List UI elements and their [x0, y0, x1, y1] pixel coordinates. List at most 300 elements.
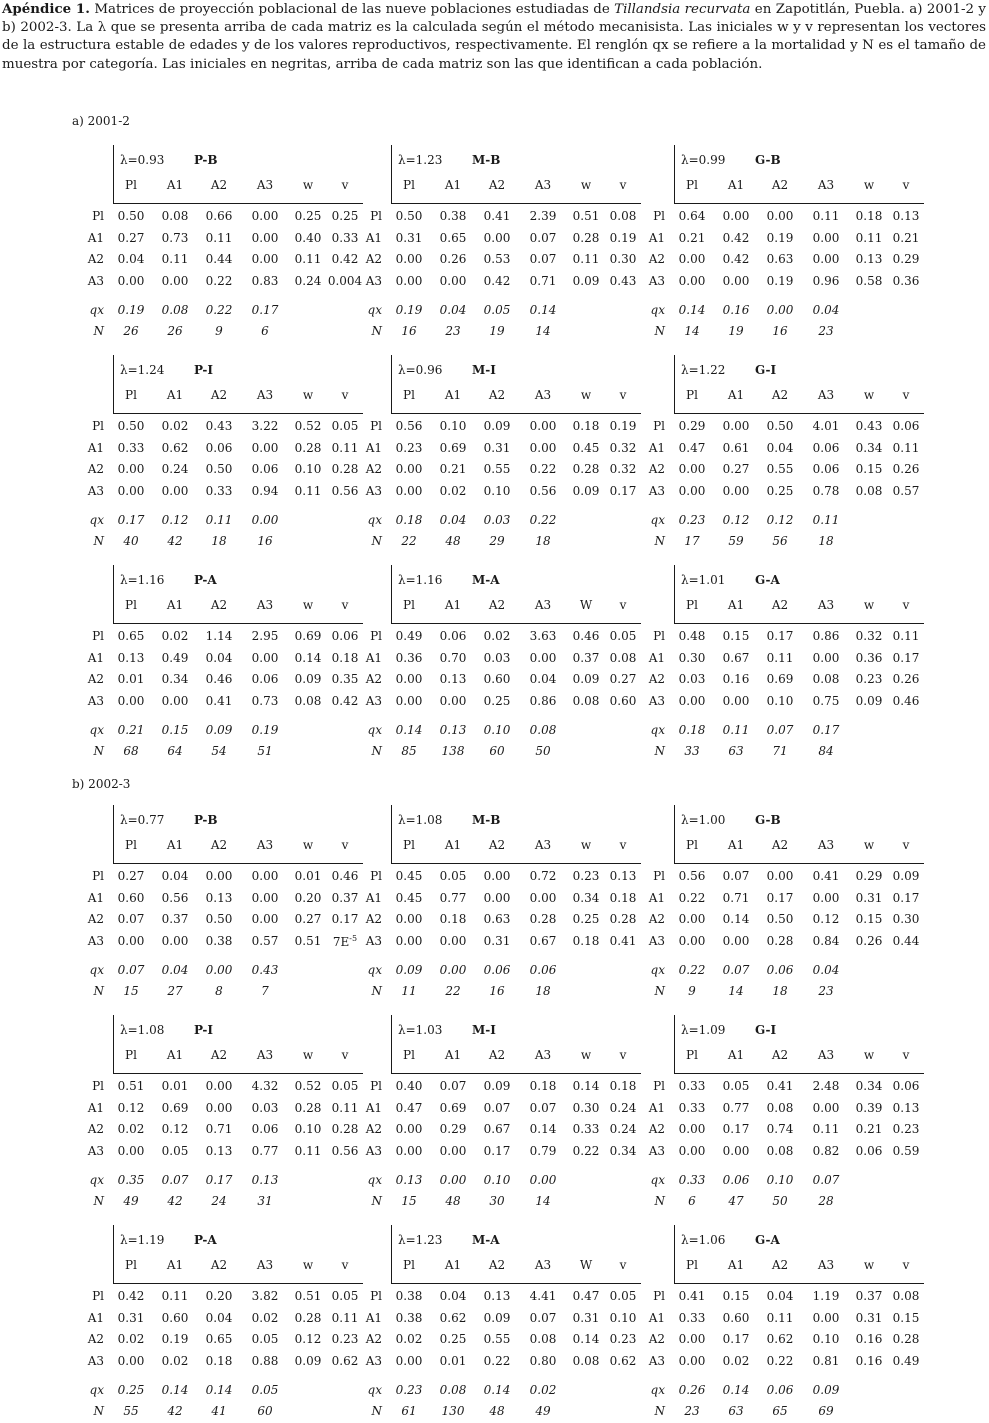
column-header: W [579, 598, 593, 612]
n-value: 42 [167, 534, 183, 548]
column-header: w [863, 1258, 875, 1272]
projection-matrix [358, 1023, 637, 1213]
matrix-cell: 0.20 [205, 1289, 233, 1303]
matrix-cell: 0.17 [892, 650, 920, 665]
matrix-cell: 0.44 [892, 933, 920, 948]
matrix-cell: 0.00 [722, 419, 750, 433]
n-value: 23 [818, 324, 834, 338]
matrix-cell: 0.55 [766, 462, 794, 476]
matrix-cell: 0.44 [205, 252, 233, 266]
column-header: v [902, 838, 910, 852]
matrix-cell: 0.12 [161, 1122, 189, 1136]
matrix-cell: 0.00 [439, 1143, 467, 1158]
matrix-cell: 0.69 [766, 672, 794, 686]
matrix-cell: 0.11 [812, 209, 840, 223]
lambda-value: λ=1.08 [398, 813, 443, 827]
matrix-cell: 0.00 [766, 209, 794, 223]
row-label: A3 [87, 693, 104, 708]
matrix-cell: 0.00 [251, 440, 279, 455]
n-value: 23 [445, 324, 461, 338]
matrix-cell: 0.71 [722, 890, 750, 905]
row-label: A1 [87, 1100, 104, 1115]
matrix-cell: 0.36 [395, 650, 423, 665]
matrix-cell: 0.01 [294, 869, 322, 883]
matrix-cell: 0.18 [609, 1079, 637, 1093]
matrix-cell: 0.19 [609, 230, 637, 245]
matrix-cell: 0.11 [812, 1122, 840, 1136]
qx-value: 0.23 [395, 1383, 423, 1397]
matrix-cell: 0.32 [609, 440, 637, 455]
matrix-cell: 0.00 [439, 693, 467, 708]
matrix-cell: 0.67 [722, 650, 750, 665]
matrix-cell: 0.07 [722, 869, 750, 883]
matrix-header-rule [674, 863, 924, 864]
lambda-value: λ=1.23 [398, 1233, 443, 1247]
matrix-header-rule [113, 1283, 363, 1284]
matrix-cell: 0.00 [722, 209, 750, 223]
projection-matrix [80, 813, 359, 1003]
matrix-cell: 0.00 [812, 252, 840, 266]
matrix-cell: 0.42 [331, 693, 359, 708]
n-value: 22 [445, 984, 461, 998]
column-header: A3 [817, 598, 835, 612]
qx-label: qx [367, 963, 382, 977]
matrix-cell: 0.18 [855, 209, 883, 223]
matrix-cell: 0.00 [251, 209, 279, 223]
matrix-cell: 0.41 [483, 209, 511, 223]
column-header: A3 [256, 1258, 274, 1272]
matrix-cell: 0.04 [161, 869, 189, 883]
matrix-cell: 0.28 [294, 1310, 322, 1325]
column-header: A2 [210, 838, 228, 852]
n-value: 16 [772, 324, 788, 338]
column-header: A1 [727, 598, 745, 612]
column-header: v [341, 178, 349, 192]
qx-value: 0.11 [722, 723, 750, 737]
matrix-cell: 0.08 [892, 1289, 920, 1303]
matrix-cell: 0.24 [161, 462, 189, 476]
n-value: 48 [489, 1404, 505, 1418]
column-header: A2 [488, 1048, 506, 1062]
projection-matrix [80, 573, 359, 763]
matrix-cell: 0.00 [439, 933, 467, 948]
n-value: 15 [401, 1194, 417, 1208]
n-value: 138 [441, 744, 465, 758]
matrix-cell: 0.13 [892, 1100, 920, 1115]
matrix-cell: 0.00 [678, 252, 706, 266]
matrix-cell: 0.12 [117, 1100, 145, 1115]
matrix-cell: 0.45 [395, 890, 423, 905]
column-header: w [580, 388, 592, 402]
matrix-cell: 0.50 [117, 209, 145, 223]
matrix-cell: 0.56 [331, 483, 359, 498]
matrix-cell: 0.71 [205, 1122, 233, 1136]
row-label: A3 [648, 483, 665, 498]
matrix-cell: 0.33 [678, 1100, 706, 1115]
matrix-cell: 0.56 [529, 483, 557, 498]
n-value: 14 [728, 984, 744, 998]
column-header: A2 [488, 1258, 506, 1272]
column-header: W [579, 1258, 593, 1272]
row-label: A1 [365, 890, 382, 905]
row-label: Pl [92, 869, 104, 883]
matrix-cell: 0.11 [766, 650, 794, 665]
column-header: v [619, 1258, 627, 1272]
n-value: 71 [772, 744, 788, 758]
qx-value: 0.14 [483, 1383, 511, 1397]
n-label: N [654, 1194, 665, 1208]
qx-value: 0.10 [483, 723, 511, 737]
row-label: A2 [648, 672, 665, 686]
matrix-cell: 0.38 [395, 1310, 423, 1325]
projection-matrix [641, 1023, 920, 1213]
matrix-cell: 0.30 [572, 1100, 600, 1115]
n-value: 48 [445, 534, 461, 548]
matrix-cell: 0.96 [812, 273, 840, 288]
column-header: v [619, 598, 627, 612]
matrix-header-rule [674, 413, 924, 414]
matrix-cell: 0.84 [812, 933, 840, 948]
matrix-cell: 0.00 [678, 1353, 706, 1368]
column-header: A3 [534, 388, 552, 402]
column-header: A2 [210, 178, 228, 192]
matrix-cell: 0.42 [117, 1289, 145, 1303]
matrix-cell: 0.23 [331, 1332, 359, 1346]
qx-label: qx [650, 723, 665, 737]
n-label: N [93, 324, 104, 338]
matrix-cell: 0.11 [294, 252, 322, 266]
qx-value: 0.14 [678, 303, 706, 317]
matrix-cell: 0.40 [294, 230, 322, 245]
qx-label: qx [89, 1383, 104, 1397]
qx-label: qx [650, 513, 665, 527]
matrix-header-rule [674, 623, 924, 624]
column-header: v [902, 1258, 910, 1272]
matrix-cell: 0.73 [161, 230, 189, 245]
matrix-cell: 0.06 [251, 672, 279, 686]
matrix-cell: 0.05 [331, 419, 359, 433]
row-label: A2 [648, 1122, 665, 1136]
lambda-value: λ=1.00 [681, 813, 726, 827]
population-code: P-B [194, 153, 218, 167]
qx-value: 0.17 [205, 1173, 233, 1187]
matrix-cell: 0.49 [892, 1353, 920, 1368]
column-header: A3 [817, 388, 835, 402]
lambda-value: λ=1.22 [681, 363, 726, 377]
matrix-cell: 0.22 [572, 1143, 600, 1158]
n-label: N [654, 324, 665, 338]
matrix-cell: 0.09 [483, 419, 511, 433]
column-header: A2 [488, 178, 506, 192]
matrix-cell: 0.13 [892, 209, 920, 223]
matrix-cell: 0.13 [483, 1289, 511, 1303]
population-code: G-A [755, 573, 780, 587]
matrix-cell: 0.34 [855, 440, 883, 455]
matrix-cell: 0.02 [117, 1122, 145, 1136]
matrix-cell: 0.94 [251, 483, 279, 498]
n-value: 50 [535, 744, 551, 758]
qx-label: qx [650, 303, 665, 317]
column-header: A1 [727, 178, 745, 192]
column-header: v [619, 838, 627, 852]
matrix-header-rule [113, 203, 363, 204]
matrix-cell: 0.26 [439, 252, 467, 266]
n-value: 6 [261, 324, 269, 338]
qx-value: 0.06 [722, 1173, 750, 1187]
row-label: Pl [653, 1079, 665, 1093]
column-header: v [341, 1258, 349, 1272]
matrix-cell: 0.80 [529, 1353, 557, 1368]
matrix-cell: 0.62 [766, 1332, 794, 1346]
matrix-cell: 0.06 [205, 440, 233, 455]
matrix-cell: 0.00 [395, 252, 423, 266]
matrix-cell: 0.00 [117, 273, 145, 288]
matrix-vertical-rule [674, 1225, 675, 1283]
row-label: A2 [365, 252, 382, 266]
column-header: v [341, 598, 349, 612]
matrix-cell: 0.13 [609, 869, 637, 883]
matrix-cell: 0.28 [294, 440, 322, 455]
matrix-cell: 0.18 [439, 912, 467, 926]
matrix-vertical-rule [391, 565, 392, 623]
matrix-header-rule [113, 413, 363, 414]
matrix-cell: 0.09 [483, 1310, 511, 1325]
figure-caption [2, 0, 986, 74]
column-header: A3 [256, 1048, 274, 1062]
matrix-vertical-rule [113, 355, 114, 413]
n-value: 9 [215, 324, 223, 338]
row-label: A2 [648, 912, 665, 926]
column-header: Pl [403, 1258, 415, 1272]
matrix-cell: 0.60 [117, 890, 145, 905]
matrix-cell: 0.41 [812, 869, 840, 883]
matrix-cell: 0.33 [572, 1122, 600, 1136]
row-label: A1 [87, 890, 104, 905]
matrix-vertical-rule [674, 145, 675, 203]
qx-label: qx [367, 513, 382, 527]
n-value: 19 [489, 324, 505, 338]
lambda-value: λ=0.96 [398, 363, 443, 377]
matrix-cell: 0.40 [395, 1079, 423, 1093]
n-value: 40 [123, 534, 139, 548]
matrix-cell: 0.06 [812, 462, 840, 476]
population-code: P-A [194, 573, 217, 587]
matrix-cell: 0.18 [529, 1079, 557, 1093]
matrix-cell: 0.50 [205, 912, 233, 926]
matrix-cell: 0.00 [395, 693, 423, 708]
matrix-vertical-rule [113, 145, 114, 203]
column-header: w [863, 1048, 875, 1062]
matrix-cell: 0.02 [161, 1353, 189, 1368]
matrix-cell: 0.18 [205, 1353, 233, 1368]
matrix-cell: 0.62 [609, 1353, 637, 1368]
matrix-vertical-rule [391, 145, 392, 203]
qx-value: 0.00 [439, 1173, 467, 1187]
matrix-cell: 0.00 [395, 1122, 423, 1136]
matrix-cell: 0.25 [294, 209, 322, 223]
qx-value: 0.06 [766, 1383, 794, 1397]
matrix-cell: 0.77 [251, 1143, 279, 1158]
n-value: 27 [167, 984, 183, 998]
column-header: A3 [256, 838, 274, 852]
n-value: 11 [401, 984, 417, 998]
matrix-vertical-rule [113, 805, 114, 863]
lambda-value: λ=1.24 [120, 363, 165, 377]
matrix-cell: 0.00 [395, 273, 423, 288]
row-label: A2 [87, 912, 104, 926]
row-label: A2 [365, 912, 382, 926]
matrix-cell: 0.46 [892, 693, 920, 708]
column-header: A1 [166, 598, 184, 612]
qx-value: 0.16 [722, 303, 750, 317]
matrix-header-rule [391, 413, 641, 414]
matrix-cell: 0.06 [439, 629, 467, 643]
row-label: A2 [87, 462, 104, 476]
matrix-cell: 0.08 [529, 1332, 557, 1346]
qx-value: 0.00 [766, 303, 794, 317]
n-value: 68 [123, 744, 139, 758]
matrix-cell: 0.28 [529, 912, 557, 926]
matrix-cell: 4.41 [529, 1289, 557, 1303]
matrix-cell: 4.01 [812, 419, 840, 433]
n-value: 18 [535, 534, 551, 548]
column-header: Pl [403, 388, 415, 402]
matrix-cell: 0.00 [161, 693, 189, 708]
population-code: G-A [755, 1233, 780, 1247]
column-header: A1 [444, 838, 462, 852]
matrix-cell: 0.24 [609, 1100, 637, 1115]
population-code: P-I [194, 1023, 213, 1037]
matrix-cell: 0.50 [766, 912, 794, 926]
column-header: A1 [166, 178, 184, 192]
column-header: A1 [166, 838, 184, 852]
n-value: 42 [167, 1194, 183, 1208]
qx-value: 0.15 [161, 723, 189, 737]
n-value: 42 [167, 1404, 183, 1418]
column-header: A2 [488, 388, 506, 402]
matrix-cell: 0.05 [609, 629, 637, 643]
row-label: Pl [653, 869, 665, 883]
matrix-cell: 0.00 [117, 1353, 145, 1368]
n-value: 31 [257, 1194, 273, 1208]
row-label: A3 [365, 273, 382, 288]
matrix-cell: 0.17 [892, 890, 920, 905]
column-header: A1 [444, 1048, 462, 1062]
matrix-cell: 0.07 [483, 1100, 511, 1115]
matrix-vertical-rule [391, 1015, 392, 1073]
matrix-cell: 0.00 [439, 273, 467, 288]
n-label: N [654, 534, 665, 548]
caption-text-1: Matrices de proyección poblacional de las nueve poblaciones estudiadas de [89, 2, 615, 17]
matrix-cell: 0.58 [855, 273, 883, 288]
matrix-cell: 0.00 [251, 252, 279, 266]
matrix-cell: 0.18 [331, 650, 359, 665]
qx-value: 0.22 [205, 303, 233, 317]
n-value: 130 [441, 1404, 465, 1418]
qx-value: 0.12 [722, 513, 750, 527]
matrix-vertical-rule [113, 1225, 114, 1283]
matrix-cell: 0.63 [483, 912, 511, 926]
matrix-cell: 1.19 [812, 1289, 840, 1303]
matrix-cell: 0.56 [331, 1143, 359, 1158]
matrix-cell: 0.04 [766, 440, 794, 455]
matrix-cell: 0.00 [529, 650, 557, 665]
matrix-cell: 2.39 [529, 209, 557, 223]
projection-matrix [80, 153, 363, 343]
matrix-cell: 0.31 [572, 1310, 600, 1325]
matrix-cell: 0.28 [609, 912, 637, 926]
column-header: Pl [125, 1258, 137, 1272]
matrix-cell: 0.77 [722, 1100, 750, 1115]
projection-matrix [358, 363, 637, 553]
n-value: 18 [818, 534, 834, 548]
matrix-vertical-rule [674, 1015, 675, 1073]
n-value: 16 [257, 534, 273, 548]
row-label: A2 [87, 1332, 104, 1346]
matrix-cell: 0.71 [529, 273, 557, 288]
matrix-cell: 0.06 [855, 1143, 883, 1158]
projection-matrix [80, 1233, 359, 1423]
matrix-cell: 0.37 [572, 650, 600, 665]
n-value: 23 [684, 1404, 700, 1418]
matrix-cell: 0.17 [609, 483, 637, 498]
qx-value: 0.00 [529, 1173, 557, 1187]
matrix-cell: 0.00 [678, 933, 706, 948]
matrix-cell: 0.41 [609, 933, 637, 948]
matrix-cell: 0.00 [678, 273, 706, 288]
n-label: N [93, 1404, 104, 1418]
population-code: M-I [472, 1023, 496, 1037]
lambda-value: λ=0.77 [120, 813, 165, 827]
qx-value: 0.23 [678, 513, 706, 527]
matrix-cell: 0.11 [294, 1143, 322, 1158]
n-value: 9 [688, 984, 696, 998]
qx-value: 0.14 [395, 723, 423, 737]
matrix-cell: 0.21 [855, 1122, 883, 1136]
matrix-cell: 0.00 [161, 483, 189, 498]
matrix-cell: 0.00 [395, 933, 423, 948]
projection-matrix [641, 813, 920, 1003]
matrix-cell: 0.36 [892, 273, 920, 288]
row-label: A1 [365, 650, 382, 665]
matrix-cell: 0.67 [529, 933, 557, 948]
matrix-cell: 0.28 [572, 230, 600, 245]
matrix-cell: 0.00 [812, 650, 840, 665]
matrix-cell: 0.09 [294, 1353, 322, 1368]
matrix-cell: 0.08 [572, 693, 600, 708]
matrix-header-rule [391, 623, 641, 624]
projection-matrix [358, 153, 637, 343]
matrix-cell: 0.04 [117, 252, 145, 266]
matrix-cell: 0.11 [161, 1289, 189, 1303]
n-value: 84 [818, 744, 834, 758]
matrix-cell: 0.41 [766, 1079, 794, 1093]
matrix-cell: 0.14 [572, 1079, 600, 1093]
qx-value: 0.07 [161, 1173, 189, 1187]
matrix-cell: 0.43 [609, 273, 637, 288]
matrix-cell: 0.08 [766, 1100, 794, 1115]
matrix-cell: 0.02 [161, 419, 189, 433]
population-code: M-B [472, 153, 501, 167]
matrix-cell: 0.78 [812, 483, 840, 498]
matrix-cell: 0.32 [855, 629, 883, 643]
matrix-cell: 0.62 [439, 1310, 467, 1325]
row-label: A2 [87, 672, 104, 686]
column-header: v [902, 178, 910, 192]
matrix-cell: 0.06 [251, 1122, 279, 1136]
matrix-cell: 0.35 [331, 672, 359, 686]
column-header: v [341, 1048, 349, 1062]
